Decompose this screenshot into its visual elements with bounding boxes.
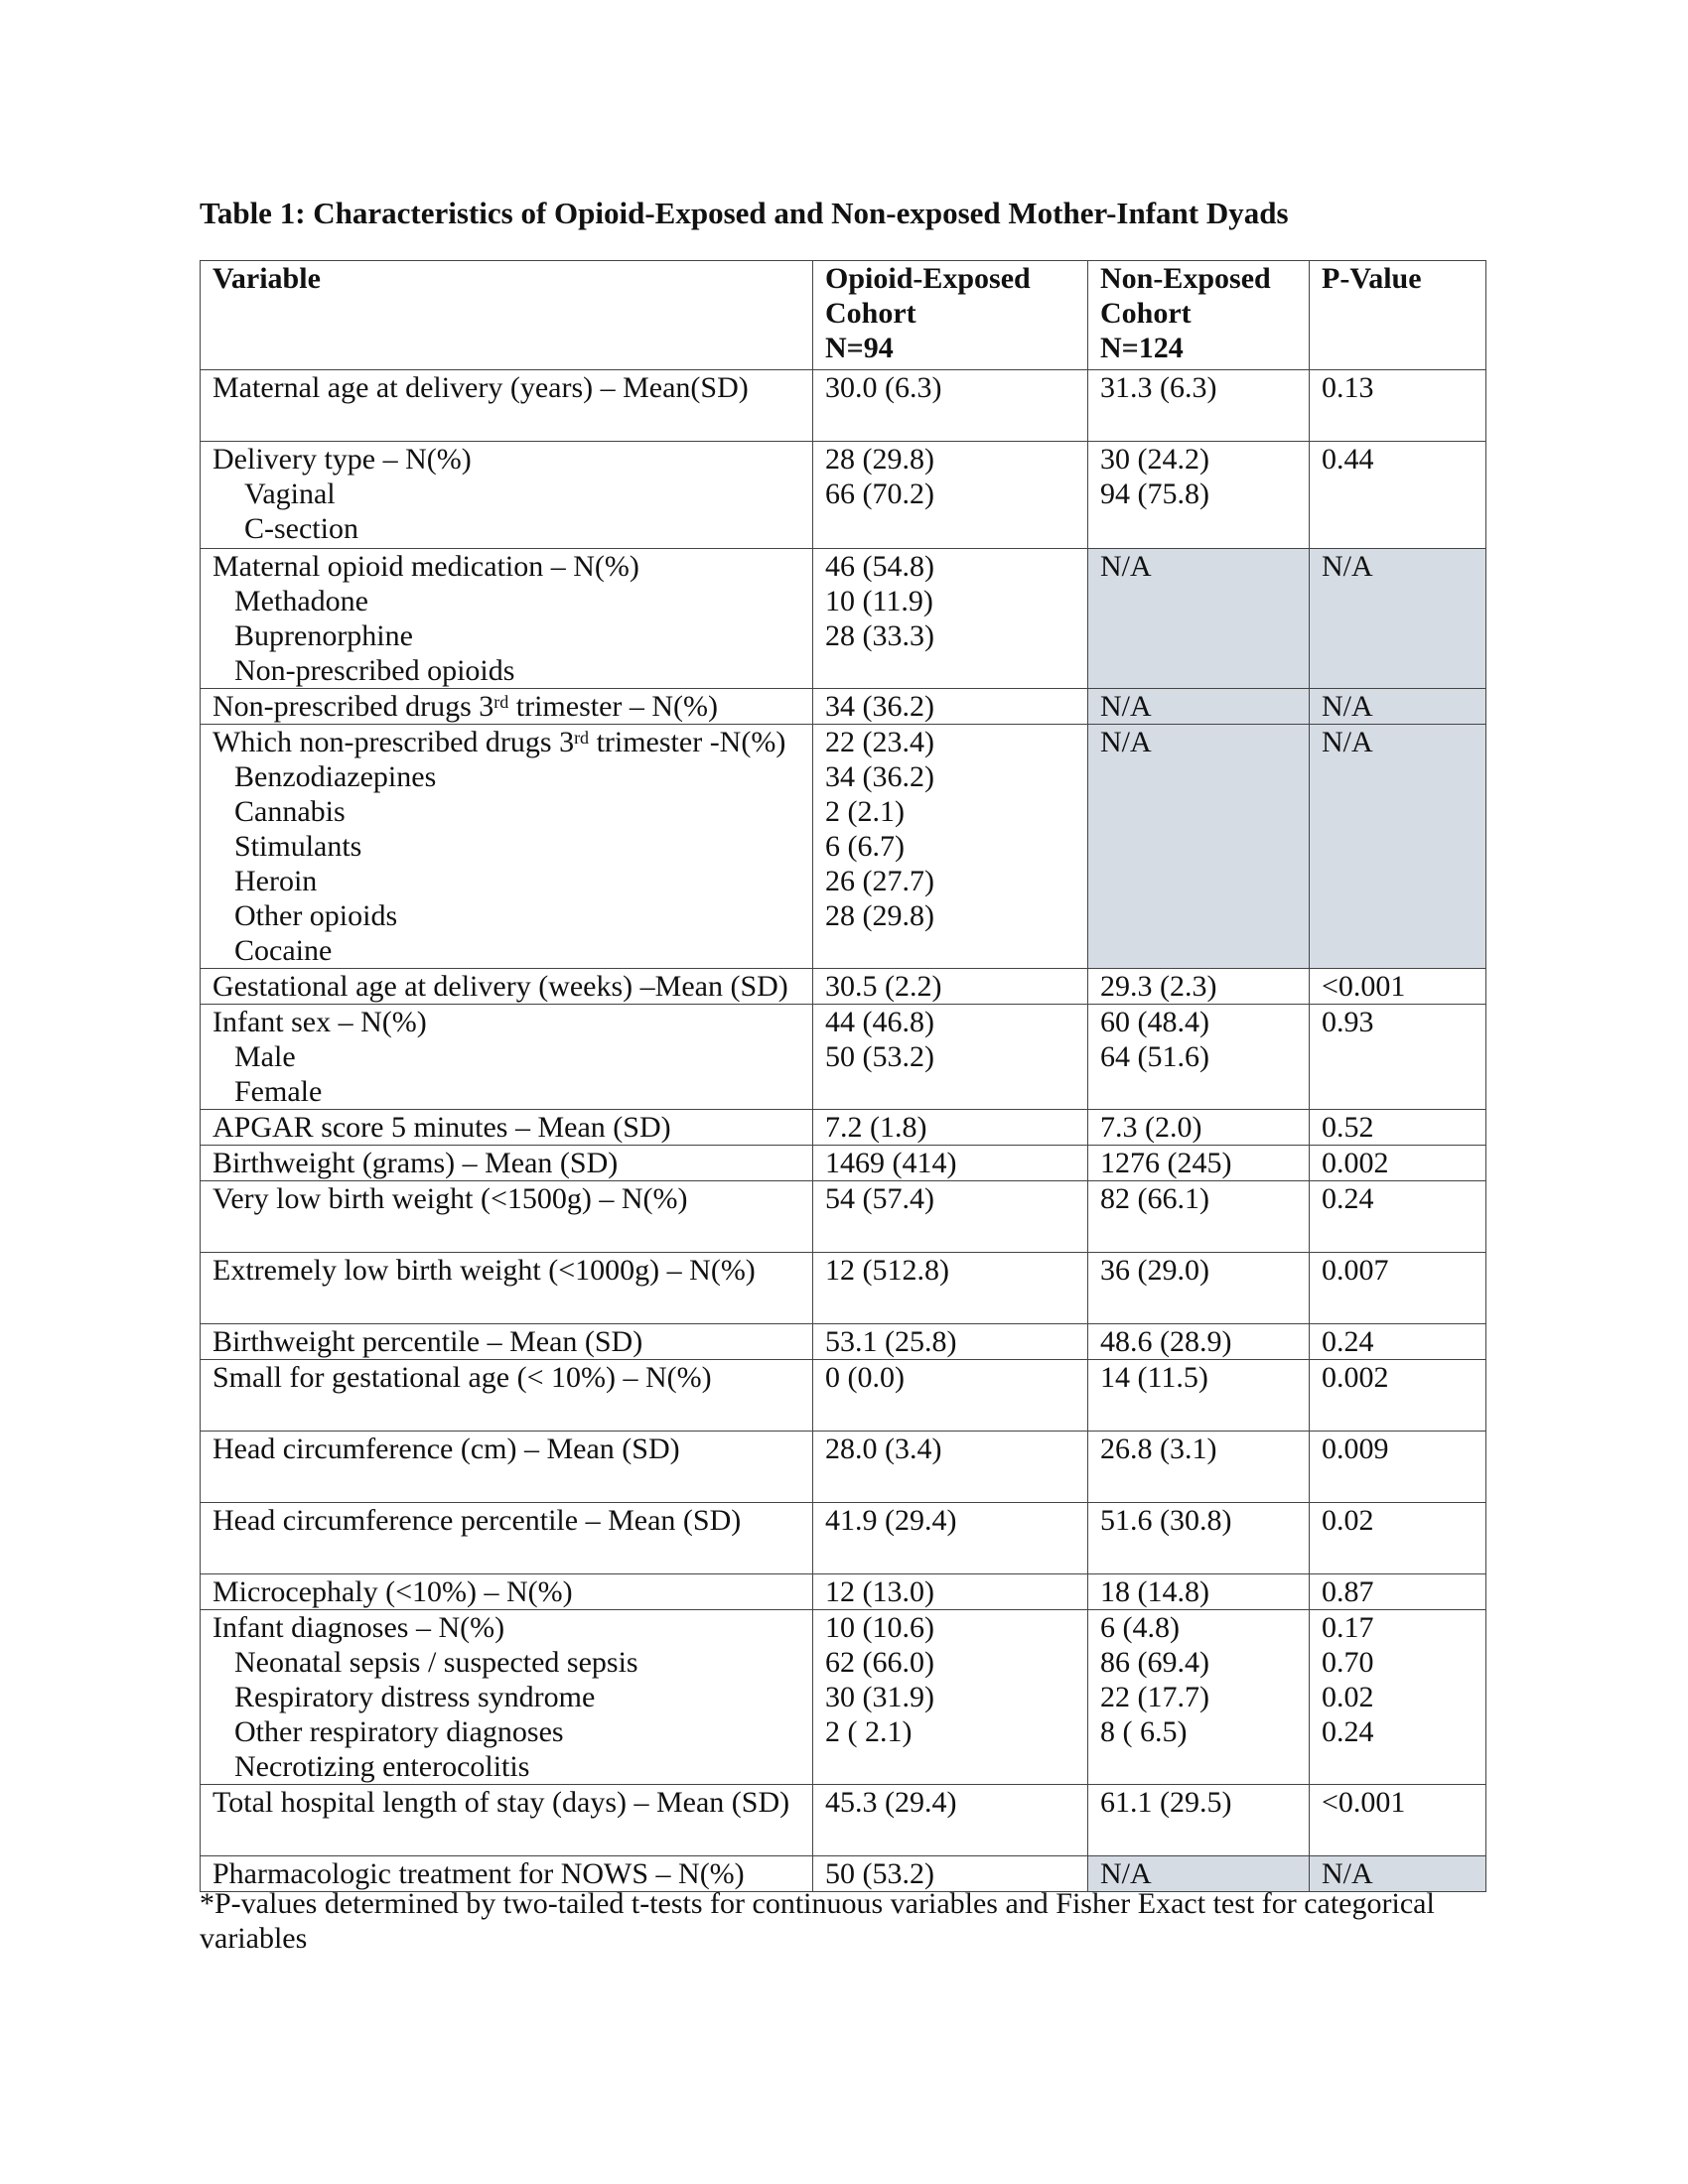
row-sublabel: Male <box>234 1040 296 1073</box>
exposed-cell <box>813 442 1088 549</box>
p-value-cell <box>1310 1181 1486 1253</box>
non-exposed-cell <box>1088 1503 1310 1574</box>
cell-value: 18 (14.8) <box>1100 1575 1209 1608</box>
cell-value: 0.13 <box>1322 371 1374 404</box>
table-row <box>201 1324 1486 1360</box>
cell-value: 0.24 <box>1322 1325 1374 1358</box>
exposed-cell <box>813 1005 1088 1110</box>
row-label: Pharmacologic treatment for NOWS – N(%) <box>212 1857 745 1890</box>
cell-value: 46 (54.8) <box>825 550 934 583</box>
variable-cell <box>201 549 813 689</box>
non-exposed-cell <box>1088 442 1310 549</box>
cell-value: 86 (69.4) <box>1100 1646 1209 1679</box>
exposed-cell <box>813 1574 1088 1610</box>
cell-value: 50 (53.2) <box>825 1857 934 1890</box>
p-value-cell <box>1310 1005 1486 1110</box>
cell-value: 0.24 <box>1322 1715 1374 1748</box>
exposed-cell <box>813 1324 1088 1360</box>
cell-value: 0.93 <box>1322 1006 1374 1038</box>
row-sublabel: Stimulants <box>234 830 362 863</box>
cell-value: 48.6 (28.9) <box>1100 1325 1232 1358</box>
cell-value: 28.0 (3.4) <box>825 1433 942 1465</box>
non-exposed-cell <box>1088 1785 1310 1856</box>
row-sublabel: Benzodiazepines <box>234 760 437 793</box>
variable-cell <box>201 725 813 969</box>
row-sublabel: Vaginal <box>244 478 336 510</box>
row-sublabel: C-section <box>244 512 358 545</box>
cell-value: <0.001 <box>1322 970 1406 1003</box>
variable-cell <box>201 1324 813 1360</box>
row-label: Birthweight percentile – Mean (SD) <box>212 1325 643 1358</box>
non-exposed-cell <box>1088 1146 1310 1181</box>
table-row <box>201 1146 1486 1181</box>
row-label: Maternal opioid medication – N(%) <box>212 550 639 583</box>
non-exposed-cell <box>1088 969 1310 1005</box>
cell-value: 0.002 <box>1322 1361 1389 1394</box>
non-exposed-cell <box>1088 370 1310 442</box>
cell-value: 30.0 (6.3) <box>825 371 942 404</box>
row-label: Very low birth weight (<1500g) – N(%) <box>212 1182 688 1215</box>
cell-value: 28 (29.8) <box>825 899 934 932</box>
table-row <box>201 1785 1486 1856</box>
variable-cell <box>201 1253 813 1324</box>
exposed-cell <box>813 1253 1088 1324</box>
cell-value: 0.24 <box>1322 1182 1374 1215</box>
non-exposed-cell <box>1088 549 1310 689</box>
cell-value: N/A <box>1322 726 1373 758</box>
cell-value: 29.3 (2.3) <box>1100 970 1217 1003</box>
row-sublabel: Cocaine <box>234 934 333 967</box>
cell-value: 2 ( 2.1) <box>825 1715 913 1748</box>
exposed-cell <box>813 1360 1088 1432</box>
cell-value: 0.02 <box>1322 1504 1374 1537</box>
row-label: Infant sex – N(%) <box>212 1006 427 1038</box>
cell-value: 0.70 <box>1322 1646 1374 1679</box>
variable-cell <box>201 1005 813 1110</box>
cell-value: 31.3 (6.3) <box>1100 371 1217 404</box>
table-row <box>201 1574 1486 1610</box>
cell-value: 6 (4.8) <box>1100 1611 1180 1644</box>
cell-value: 0.009 <box>1322 1433 1389 1465</box>
cell-value: 26.8 (3.1) <box>1100 1433 1217 1465</box>
variable-cell <box>201 689 813 725</box>
p-value-cell <box>1310 969 1486 1005</box>
row-label: Non-prescribed drugs 3rd trimester – N(%) <box>212 690 719 723</box>
p-value-cell <box>1310 1146 1486 1181</box>
table-row <box>201 1181 1486 1253</box>
cell-value: 64 (51.6) <box>1100 1040 1209 1073</box>
cell-value: 28 (29.8) <box>825 443 934 476</box>
row-label: Gestational age at delivery (weeks) –Mean (SD) <box>212 970 788 1003</box>
cell-value: 22 (17.7) <box>1100 1681 1209 1713</box>
p-value-cell <box>1310 1360 1486 1432</box>
table-title: Table 1: Characteristics of Opioid-Exposed and Non-exposed Mother-Infant Dyads <box>200 196 1289 230</box>
p-value-cell <box>1310 1324 1486 1360</box>
row-label: Infant diagnoses – N(%) <box>212 1611 505 1644</box>
exposed-cell <box>813 1432 1088 1503</box>
cell-value: 14 (11.5) <box>1100 1361 1208 1394</box>
variable-cell <box>201 1360 813 1432</box>
cell-value: <0.001 <box>1322 1786 1406 1819</box>
row-sublabel: Respiratory distress syndrome <box>234 1681 596 1713</box>
row-sublabel: Cannabis <box>234 795 346 828</box>
cell-value: 30 (31.9) <box>825 1681 934 1713</box>
cell-value: 45.3 (29.4) <box>825 1786 957 1819</box>
header-opioid-exposed: Opioid-Exposed Cohort N=94 <box>813 261 1088 370</box>
cell-value: 10 (10.6) <box>825 1611 934 1644</box>
cell-value: 22 (23.4) <box>825 726 934 758</box>
cell-value: N/A <box>1322 550 1373 583</box>
footnote: *P-values determined by two-tailed t-tests for continuous variables and Fisher Exact test for categorical variables <box>200 1887 1435 1955</box>
row-label: APGAR score 5 minutes – Mean (SD) <box>212 1111 671 1144</box>
row-label: Delivery type – N(%) <box>212 443 472 476</box>
cell-value: N/A <box>1322 1857 1373 1890</box>
table-row <box>201 725 1486 969</box>
row-label: Small for gestational age (< 10%) – N(%) <box>212 1361 712 1394</box>
p-value-cell <box>1310 1785 1486 1856</box>
exposed-cell <box>813 370 1088 442</box>
variable-cell <box>201 1432 813 1503</box>
row-label: Maternal age at delivery (years) – Mean(SD) <box>212 371 749 404</box>
cell-value: 0.007 <box>1322 1254 1389 1287</box>
cell-value: N/A <box>1100 726 1152 758</box>
row-sublabel: Neonatal sepsis / suspected sepsis <box>234 1646 638 1679</box>
table-row <box>201 689 1486 725</box>
exposed-cell <box>813 1610 1088 1785</box>
variable-cell <box>201 1110 813 1146</box>
cell-value: 82 (66.1) <box>1100 1182 1209 1215</box>
cell-value: N/A <box>1100 550 1152 583</box>
row-label: Which non-prescribed drugs 3rd trimester -N(%) <box>212 726 786 758</box>
non-exposed-cell <box>1088 1574 1310 1610</box>
exposed-cell <box>813 689 1088 725</box>
cell-value: 0.44 <box>1322 443 1374 476</box>
non-exposed-cell <box>1088 1432 1310 1503</box>
cell-value: 34 (36.2) <box>825 760 934 793</box>
row-label: Birthweight (grams) – Mean (SD) <box>212 1147 619 1179</box>
row-sublabel: Female <box>234 1075 323 1108</box>
cell-value: 2 (2.1) <box>825 795 905 828</box>
non-exposed-cell <box>1088 1253 1310 1324</box>
cell-value: N/A <box>1100 1857 1152 1890</box>
p-value-cell <box>1310 1432 1486 1503</box>
header-non-exposed: Non-Exposed Cohort N=124 <box>1088 261 1310 370</box>
exposed-cell <box>813 1503 1088 1574</box>
row-sublabel: Methadone <box>234 585 368 617</box>
non-exposed-cell <box>1088 725 1310 969</box>
row-sublabel: Necrotizing enterocolitis <box>234 1750 530 1783</box>
table-row <box>201 1432 1486 1503</box>
non-exposed-cell <box>1088 689 1310 725</box>
cell-value: 30.5 (2.2) <box>825 970 942 1003</box>
variable-cell <box>201 370 813 442</box>
cell-value: 61.1 (29.5) <box>1100 1786 1232 1819</box>
cell-value: N/A <box>1322 690 1373 723</box>
row-sublabel: Other respiratory diagnoses <box>234 1715 564 1748</box>
table-row <box>201 1253 1486 1324</box>
cell-value: 26 (27.7) <box>825 865 934 897</box>
cell-value: 36 (29.0) <box>1100 1254 1209 1287</box>
table-row <box>201 1610 1486 1785</box>
row-sublabel: Other opioids <box>234 899 398 932</box>
p-value-cell <box>1310 1110 1486 1146</box>
header-p-value: P-Value <box>1310 261 1486 370</box>
row-sublabel: Buprenorphine <box>234 619 413 652</box>
variable-cell <box>201 1503 813 1574</box>
exposed-cell <box>813 1181 1088 1253</box>
row-sublabel: Heroin <box>234 865 318 897</box>
exposed-cell <box>813 725 1088 969</box>
p-value-cell <box>1310 370 1486 442</box>
variable-cell <box>201 1146 813 1181</box>
cell-value: 41.9 (29.4) <box>825 1504 957 1537</box>
p-value-cell <box>1310 1503 1486 1574</box>
header-variable: Variable <box>201 261 813 370</box>
cell-value: 28 (33.3) <box>825 619 934 652</box>
cell-value: 0.52 <box>1322 1111 1374 1144</box>
row-label: Total hospital length of stay (days) – Mean (SD) <box>212 1786 790 1819</box>
cell-value: 7.2 (1.8) <box>825 1111 927 1144</box>
cell-value: 50 (53.2) <box>825 1040 934 1073</box>
cell-value: 8 ( 6.5) <box>1100 1715 1188 1748</box>
p-value-cell <box>1310 1574 1486 1610</box>
table-row <box>201 442 1486 549</box>
table-row <box>201 1110 1486 1146</box>
cell-value: 94 (75.8) <box>1100 478 1209 510</box>
cell-value: 0 (0.0) <box>825 1361 905 1394</box>
cell-value: 0.17 <box>1322 1611 1374 1644</box>
cell-value: 0.87 <box>1322 1575 1374 1608</box>
non-exposed-cell <box>1088 1005 1310 1110</box>
variable-cell <box>201 1181 813 1253</box>
table-row <box>201 1005 1486 1110</box>
cell-value: 44 (46.8) <box>825 1006 934 1038</box>
non-exposed-cell <box>1088 1360 1310 1432</box>
non-exposed-cell <box>1088 1324 1310 1360</box>
variable-cell <box>201 1785 813 1856</box>
variable-cell <box>201 1610 813 1785</box>
cell-value: 12 (512.8) <box>825 1254 949 1287</box>
cell-value: 6 (6.7) <box>825 830 905 863</box>
variable-cell <box>201 1574 813 1610</box>
exposed-cell <box>813 1785 1088 1856</box>
exposed-cell <box>813 549 1088 689</box>
cell-value: 62 (66.0) <box>825 1646 934 1679</box>
header-row <box>201 261 1486 370</box>
cell-value: 1469 (414) <box>825 1147 957 1179</box>
cell-value: 7.3 (2.0) <box>1100 1111 1202 1144</box>
cell-value: 1276 (245) <box>1100 1147 1232 1179</box>
p-value-cell <box>1310 689 1486 725</box>
cell-value: 51.6 (30.8) <box>1100 1504 1232 1537</box>
table-row <box>201 549 1486 689</box>
table-row <box>201 969 1486 1005</box>
table-row <box>201 1503 1486 1574</box>
cell-value: 54 (57.4) <box>825 1182 934 1215</box>
cell-value: 0.002 <box>1322 1147 1389 1179</box>
row-label: Microcephaly (<10%) – N(%) <box>212 1575 573 1608</box>
p-value-cell <box>1310 725 1486 969</box>
p-value-cell <box>1310 1253 1486 1324</box>
non-exposed-cell <box>1088 1181 1310 1253</box>
non-exposed-cell <box>1088 1610 1310 1785</box>
exposed-cell <box>813 969 1088 1005</box>
cell-value: 30 (24.2) <box>1100 443 1209 476</box>
variable-cell <box>201 442 813 549</box>
variable-cell <box>201 969 813 1005</box>
p-value-cell <box>1310 1610 1486 1785</box>
row-label: Head circumference (cm) – Mean (SD) <box>212 1433 680 1465</box>
row-label: Head circumference percentile – Mean (SD) <box>212 1504 742 1537</box>
table-row <box>201 1360 1486 1432</box>
exposed-cell <box>813 1146 1088 1181</box>
non-exposed-cell <box>1088 1110 1310 1146</box>
cell-value: 12 (13.0) <box>825 1575 934 1608</box>
cell-value: 53.1 (25.8) <box>825 1325 957 1358</box>
table-row <box>201 370 1486 442</box>
characteristics-table <box>200 260 1486 1892</box>
row-label: Extremely low birth weight (<1000g) – N(%) <box>212 1254 756 1287</box>
cell-value: 34 (36.2) <box>825 690 934 723</box>
cell-value: 0.02 <box>1322 1681 1374 1713</box>
cell-value: 10 (11.9) <box>825 585 933 617</box>
p-value-cell <box>1310 549 1486 689</box>
exposed-cell <box>813 1110 1088 1146</box>
table-body <box>201 370 1486 1892</box>
cell-value: N/A <box>1100 690 1152 723</box>
row-sublabel: Non-prescribed opioids <box>234 654 515 687</box>
p-value-cell <box>1310 442 1486 549</box>
cell-value: 60 (48.4) <box>1100 1006 1209 1038</box>
cell-value: 66 (70.2) <box>825 478 934 510</box>
